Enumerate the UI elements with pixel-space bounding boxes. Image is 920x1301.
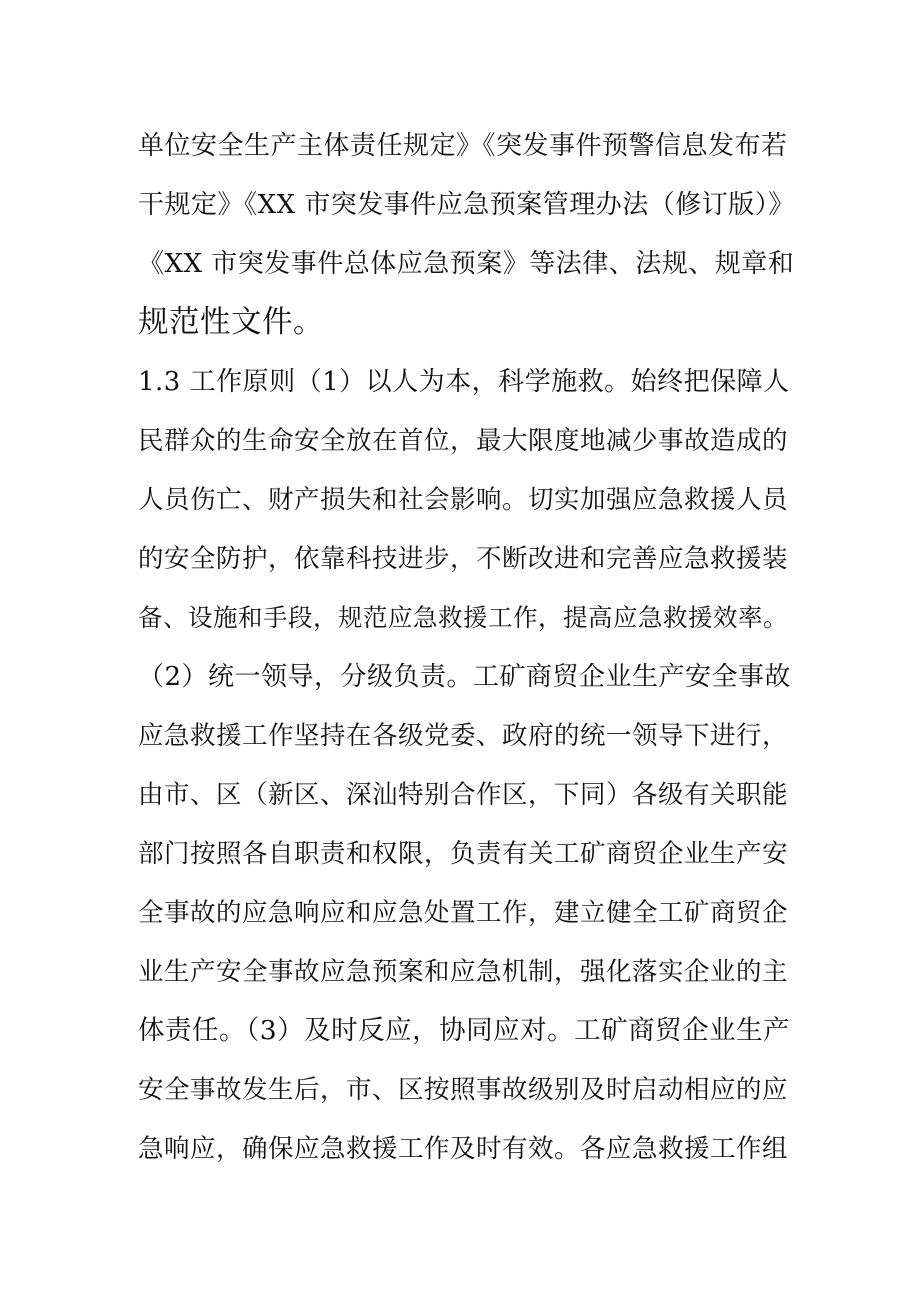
text-line: 应急救援工作坚持在各级党委、政府的统一领导下进行， — [138, 721, 789, 751]
text-line: 规范性文件。 — [138, 305, 324, 340]
text-line: 由市、区（新区、深汕特别合作区，下同）各级有关职能 — [138, 780, 789, 810]
text-line: 全事故的应急响应和应急处置工作，建立健全工矿商贸企 — [138, 898, 789, 928]
text-line: 业生产安全事故应急预案和应急机制，强化落实企业的主 — [138, 957, 789, 987]
text-line: 干规定》《XX 市突发事件应急预案管理办法（修订版）》 — [138, 190, 795, 220]
text-line: 单位安全生产主体责任规定》《突发事件预警信息发布若 — [138, 131, 788, 161]
text-line: 急响应，确保应急救援工作及时有效。各应急救援工作组 — [138, 1134, 789, 1164]
text-line: 体责任。（3）及时反应，协同应对。工矿商贸企业生产 — [138, 1015, 791, 1046]
text-line: 《XX 市突发事件总体应急预案》等法律、法规、规章和 — [138, 249, 795, 279]
text-line: 安全事故发生后，市、区按照事故级别及时启动相应的应 — [138, 1075, 789, 1105]
text-line: （2）统一领导，分级负责。工矿商贸企业生产安全事故 — [138, 662, 792, 692]
text-line: 的安全防护，依靠科技进步，不断改进和完善应急救援装 — [138, 544, 789, 574]
body-text — [138, 118, 798, 1180]
text-line: 人员伤亡、财产损失和社会影响。切实加强应急救援人员 — [138, 485, 789, 515]
text-line: 1.3 工作原则（1）以人为本，科学施救。始终把保障人 — [138, 367, 790, 397]
text-line: 备、设施和手段，规范应急救援工作，提高应急救援效率。 — [138, 603, 788, 632]
text-line: 民群众的生命安全放在首位，最大限度地减少事故造成的 — [138, 426, 789, 456]
text-line: 部门按照各自职责和权限，负责有关工矿商贸企业生产安 — [138, 839, 789, 869]
